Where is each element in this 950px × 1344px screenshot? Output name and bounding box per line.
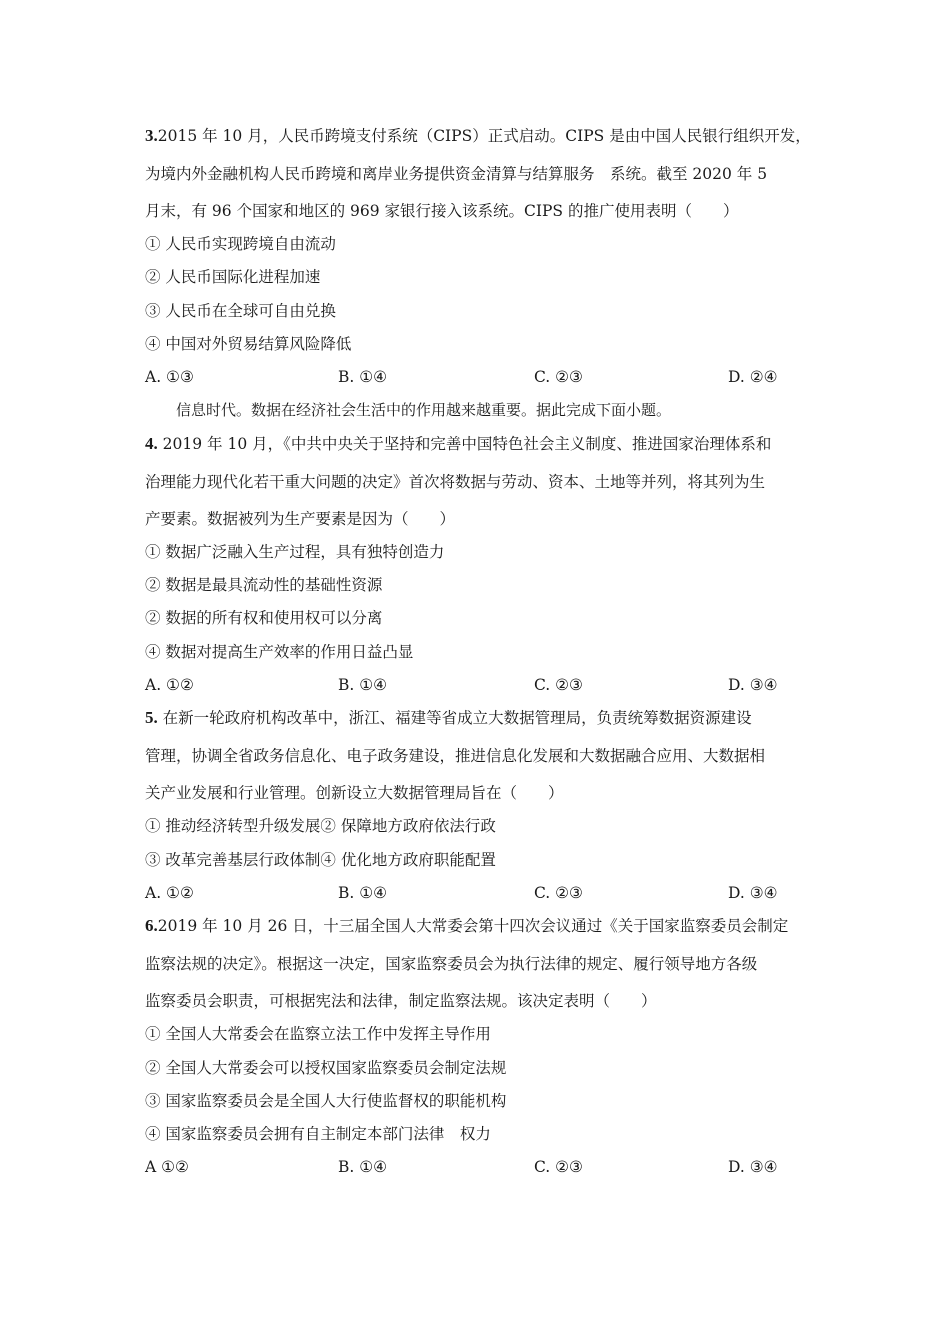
q3-stem-line-1: 3.2015 年 10 月，人民币跨境支付系统（CIPS）正式启动。CIPS 是由中国人民银行组织开发， xyxy=(145,126,811,145)
q6-stem-line-1: 6.2019 年 10 月 26 日，十三届全国人大常委会第十四次会议通过《关于国家监察委员会制定 xyxy=(145,916,789,935)
q4-stem-line-2: 治理能力现代化若干重大问题的决定》首次将数据与劳动、资本、土地等并列，将其列为生 xyxy=(145,473,766,491)
q6-stem-line-3: 监察委员会职责，可根据宪法和法律，制定监察法规。该决定表明（ ） xyxy=(145,992,657,1010)
q4-option-d[interactable]: D. ③④ xyxy=(728,676,778,694)
q5-option-a[interactable]: A. ①② xyxy=(145,884,194,902)
q6-option-d[interactable]: D. ③④ xyxy=(728,1158,778,1176)
q5-options xyxy=(145,883,805,903)
q5-stem-line-3: 关产业发展和行业管理。创新设立大数据管理局旨在（ ） xyxy=(145,784,564,802)
q4-item-2: ② 数据是最具流动性的基础性资源 xyxy=(145,576,383,594)
q3-number: 3. xyxy=(145,126,158,145)
q3-option-c[interactable]: C. ②③ xyxy=(534,368,583,386)
q5-option-d[interactable]: D. ③④ xyxy=(728,884,778,902)
q6-options xyxy=(145,1157,805,1177)
q5-number: 5. xyxy=(145,708,158,727)
q5-option-c[interactable]: C. ②③ xyxy=(534,884,583,902)
q3-option-a[interactable]: A. ①③ xyxy=(145,368,194,386)
q3-item-1: ① 人民币实现跨境自由流动 xyxy=(145,235,336,253)
q4-option-a[interactable]: A. ①② xyxy=(145,676,194,694)
q5-item-2: ③ 改革完善基层行政体制④ 优化地方政府职能配置 xyxy=(145,851,496,869)
q4-number: 4. xyxy=(145,434,158,453)
q3-item-3: ③ 人民币在全球可自由兑换 xyxy=(145,302,336,320)
q6-option-a[interactable]: A ①② xyxy=(145,1158,189,1176)
q4-stem-line-3: 产要素。数据被列为生产要素是因为（ ） xyxy=(145,510,456,528)
q6-option-c[interactable]: C. ②③ xyxy=(534,1158,583,1176)
q6-item-3: ③ 国家监察委员会是全国人大行使监督权的职能机构 xyxy=(145,1092,507,1110)
q6-item-2: ② 全国人大常委会可以授权国家监察委员会制定法规 xyxy=(145,1059,507,1077)
q6-item-1: ① 全国人大常委会在监察立法工作中发挥主导作用 xyxy=(145,1025,491,1043)
q4-options xyxy=(145,675,805,695)
q6-item-4: ④ 国家监察委员会拥有自主制定本部门法律 权力 xyxy=(145,1125,491,1143)
q5-option-b[interactable]: B. ①④ xyxy=(338,884,388,902)
q4-option-c[interactable]: C. ②③ xyxy=(534,676,583,694)
q4-intro: 信息时代。数据在经济社会生活中的作用越来越重要。据此完成下面小题。 xyxy=(176,401,672,419)
q3-option-d[interactable]: D. ②④ xyxy=(728,368,778,386)
q3-option-b[interactable]: B. ①④ xyxy=(338,368,388,386)
q4-item-4: ④ 数据对提高生产效率的作用日益凸显 xyxy=(145,643,414,661)
q4-stem-line-1: 4. 2019 年 10 月，《中共中央关于坚持和完善中国特色社会主义制度、推进国家治理体系和 xyxy=(145,434,772,453)
q3-item-2: ② 人民币国际化进程加速 xyxy=(145,268,321,286)
q6-number: 6. xyxy=(145,916,158,935)
q5-item-1: ① 推动经济转型升级发展② 保障地方政府依法行政 xyxy=(145,817,496,835)
q5-stem-line-2: 管理，协调全省政务信息化、电子政务建设，推进信息化发展和大数据融合应用、大数据相 xyxy=(145,747,766,765)
q4-option-b[interactable]: B. ①④ xyxy=(338,676,388,694)
q3-options xyxy=(145,367,805,387)
q5-stem-line-1: 5. 在新一轮政府机构改革中，浙江、福建等省成立大数据管理局，负责统筹数据资源建设 xyxy=(145,708,752,727)
q4-item-1: ① 数据广泛融入生产过程，具有独特创造力 xyxy=(145,543,445,561)
q3-stem-line-2: 为境内外金融机构人民币跨境和离岸业务提供资金清算与结算服务 系统。截至 2020 年 5 xyxy=(145,165,768,183)
q4-item-3: ② 数据的所有权和使用权可以分离 xyxy=(145,609,383,627)
q6-option-b[interactable]: B. ①④ xyxy=(338,1158,388,1176)
q3-item-4: ④ 中国对外贸易结算风险降低 xyxy=(145,335,352,353)
q3-stem-line-3: 月末，有 96 个国家和地区的 969 家银行接入该系统。CIPS 的推广使用表明（ ） xyxy=(145,202,739,220)
q6-stem-line-2: 监察法规的决定》。根据这一决定，国家监察委员会为执行法律的规定、履行领导地方各级 xyxy=(145,955,758,973)
